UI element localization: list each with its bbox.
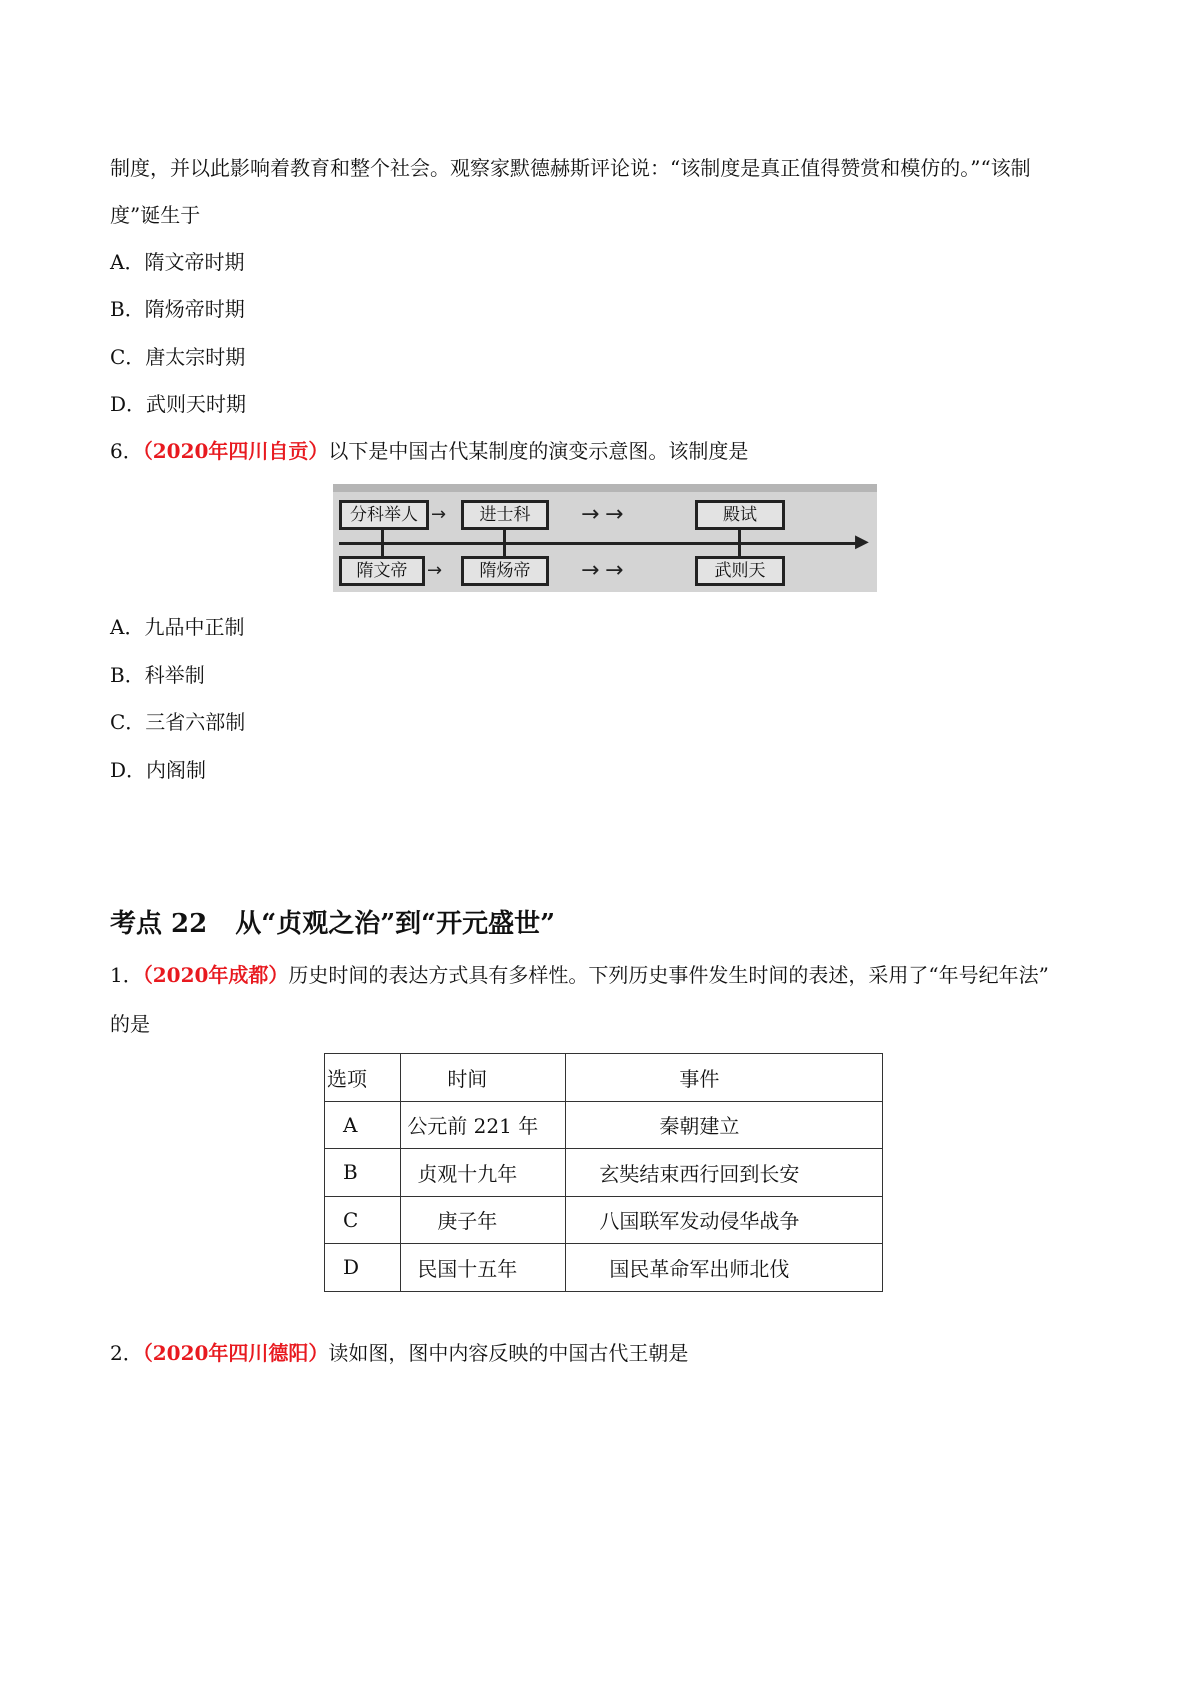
box-sui-yangdi: 隋炀帝 [461, 556, 549, 586]
q6-option-b: B．科举制 [110, 663, 205, 687]
table-header: 事件 [566, 1054, 883, 1102]
arrow-top-3: → [605, 502, 624, 527]
q2-source: （2020年四川德阳） [142, 1341, 329, 1365]
q6-stem [110, 437, 748, 465]
table-cell: D [325, 1244, 401, 1292]
q1-stem [110, 961, 1049, 989]
table-cell: 公元前 221 年 [401, 1101, 566, 1149]
section-heading [110, 903, 555, 940]
q6-option-c: C．三省六部制 [110, 710, 246, 734]
section-label: 考点 22 [110, 909, 208, 939]
timeline-arrowhead: ▶ [855, 531, 869, 552]
timeline-line [339, 542, 859, 545]
table-cell: 八国联军发动侵华战争 [566, 1196, 883, 1244]
box-jinshike: 进士科 [461, 500, 549, 530]
q2-number: 2． [110, 1341, 143, 1365]
diagram-scan-smudge [333, 484, 877, 492]
evolution-diagram [333, 484, 877, 592]
q1-source: （2020年成都） [142, 963, 289, 987]
arrow-bottom-1: → [427, 560, 443, 581]
table-header-row [325, 1054, 883, 1102]
box-wu-zetian: 武则天 [695, 556, 785, 586]
q2-stem [110, 1339, 688, 1367]
table-cell: C [325, 1196, 401, 1244]
q5-stem-line2: 度”诞生于 [110, 203, 201, 227]
q6-source: （2020年四川自贡） [142, 439, 329, 463]
box-sui-wendi: 隋文帝 [339, 556, 425, 586]
table-row [325, 1196, 883, 1244]
q5-option-b: B．隋炀帝时期 [110, 297, 245, 321]
arrow-bottom-3: → [605, 558, 624, 583]
table-cell: B [325, 1149, 401, 1197]
q5-option-c: C．唐太宗时期 [110, 345, 246, 369]
section-title: 从“贞观之治”到“开元盛世” [235, 909, 556, 939]
q5-option-d: D．武则天时期 [110, 392, 247, 416]
connector-2 [503, 528, 506, 558]
table-cell: 玄奘结束西行回到长安 [566, 1149, 883, 1197]
connector-1 [381, 528, 384, 558]
table-cell: 秦朝建立 [566, 1101, 883, 1149]
arrow-top-1: → [431, 504, 447, 525]
q5-option-a: A．隋文帝时期 [110, 250, 245, 274]
q6-stem-text: 以下是中国古代某制度的演变示意图。该制度是 [328, 439, 749, 463]
options-table [324, 1053, 883, 1292]
connector-3 [738, 528, 741, 558]
table-row [325, 1149, 883, 1197]
table-header: 选项 [325, 1054, 401, 1102]
table-cell: 庚子年 [401, 1196, 566, 1244]
table-cell: 国民革命军出师北伐 [566, 1244, 883, 1292]
arrow-bottom-2: → [581, 558, 600, 583]
q1-stem-line2: 的是 [110, 1012, 150, 1036]
table-cell: 贞观十九年 [401, 1149, 566, 1197]
q6-option-d: D．内阁制 [110, 758, 207, 782]
table-row [325, 1244, 883, 1292]
table-row [325, 1101, 883, 1149]
q1-stem-text: 历史时间的表达方式具有多样性。下列历史事件发生时间的表述，采用了“年号纪年法” [288, 963, 1049, 987]
box-fenke-juren: 分科举人 [339, 500, 429, 530]
arrow-top-2: → [581, 502, 600, 527]
box-dianshi: 殿试 [695, 500, 785, 530]
q6-number: 6． [110, 439, 143, 463]
table-header: 时间 [401, 1054, 566, 1102]
table-cell: 民国十五年 [401, 1244, 566, 1292]
q1-number: 1． [110, 963, 143, 987]
q2-stem-text: 读如图，图中内容反映的中国古代王朝是 [328, 1341, 689, 1365]
q6-option-a: A．九品中正制 [110, 615, 245, 639]
q5-stem-line1: 制度，并以此影响着教育和整个社会。观察家默德赫斯评论说：“该制度是真正值得赞赏和模仿的。”“该制 [110, 156, 1031, 180]
table-cell: A [325, 1101, 401, 1149]
